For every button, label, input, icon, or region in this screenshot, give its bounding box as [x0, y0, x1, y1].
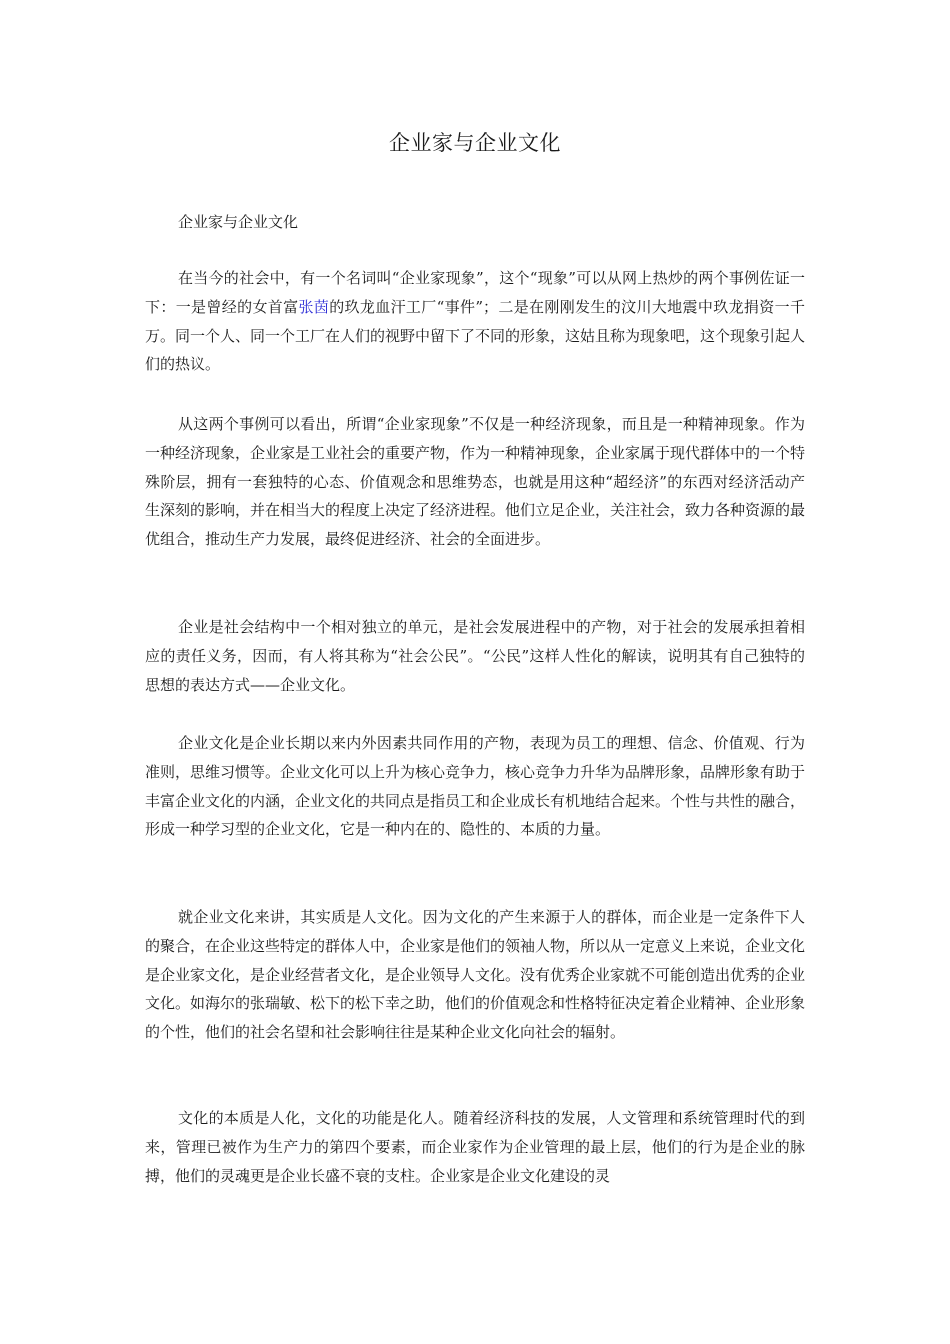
paragraph-2: 从这两个事例可以看出，所谓“企业家现象”不仅是一种经济现象，而且是一种精神现象。作为一种经济现象，企业家是工业社会的重要产物，作为一种精神现象，企业家属于现代群体中的一个特殊阶层，拥有一套独特的心态、价值观念和思维势态，也就是用这种“超经济”的东西对经济活动产生深刻的影响，并在相当大的程度上决定了经济进程。他们立足企业，关注社会，致力各种资源的最优组合，推动生产力发展，最终促进经济、社会的全面进步。: [145, 415, 806, 549]
paragraph-6: 文化的本质是人化，文化的功能是化人。随着经济科技的发展，人文管理和系统管理时代的到来，管理已被作为生产力的第四个要素，而企业家作为企业管理的最上层，他们的行为是企业的脉搏，他们的灵魂更是企业长盛不衰的支柱。企业家是企业文化建设的灵: [145, 1109, 805, 1185]
paragraph-5: 就企业文化来讲，其实质是人文化。因为文化的产生来源于人的群体，而企业是一定条件下人的聚合，在企业这些特定的群体人中，企业家是他们的领袖人物，所以从一定意义上来说，企业文化是企业家文化，是企业经营者文化，是企业领导人文化。没有优秀企业家就不可能创造出优秀的企业文化。如海尔的张瑞敏、松下的松下幸之助，他们的价值观念和性格特征决定着企业精神、企业形象的个性，他们的社会名望和社会影响往往是某种企业文化向社会的辐射。: [145, 908, 806, 1042]
paragraph-1-text-before-link: 在当今的社会中，有一个名词叫“企业家现象”，这个“现象”可以从网上热炒的两个事例佐证一下：一是曾经的女首富: [145, 269, 805, 316]
paragraph-1: [145, 264, 805, 379]
document-subtitle: 企业家与企业文化: [178, 213, 299, 231]
person-link[interactable]: 张茵: [298, 297, 330, 316]
paragraph-4: 企业文化是企业长期以来内外因素共同作用的产物，表现为员工的理想、信念、价值观、行为准则，思维习惯等。企业文化可以上升为核心竞争力，核心竞争力升华为品牌形象，品牌形象有助于丰富企业文化的内涵，企业文化的共同点是指员工和企业成长有机地结合起来。个性与共性的融合，形成一种学习型的企业文化，它是一种内在的、隐性的、本质的力量。: [145, 734, 806, 839]
document-title: 企业家与企业文化: [389, 131, 561, 155]
paragraph-3: 企业是社会结构中一个相对独立的单元，是社会发展进程中的产物，对于社会的发展承担着相应的责任义务，因而，有人将其称为“社会公民”。“公民”这样人性化的解读，说明其有自己独特的思想的表达方式——企业文化。: [145, 618, 805, 694]
paragraph-1-text-after-link: 的玖龙血汗工厂“事件”；二是在刚刚发生的汶川大地震中玖龙捐资一千万。同一个人、同一个工厂在人们的视野中留下了不同的形象，这姑且称为现象吧，这个现象引起人们的热议。: [145, 297, 806, 374]
